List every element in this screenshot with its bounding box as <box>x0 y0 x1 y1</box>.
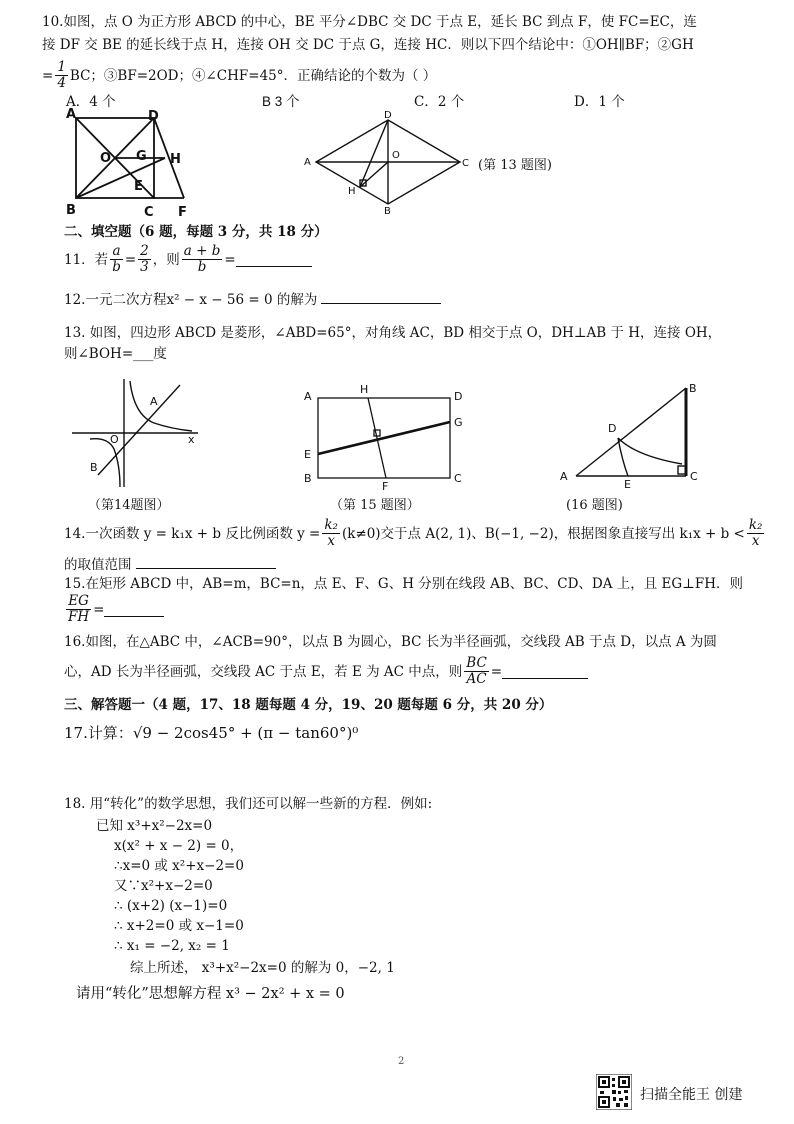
q11-f1-num: a <box>112 243 121 259</box>
q18-step-7: ∴ x₁ = −2, x₂ = 1 <box>114 938 230 954</box>
q16-post: = <box>490 663 503 680</box>
fig15-label-f: F <box>382 480 389 492</box>
q18-step-5: ∴ (x+2) (x−1)=0 <box>114 898 228 914</box>
q11-f2-den: 3 <box>140 259 149 275</box>
q10-option-d: D．1 个 <box>574 94 625 110</box>
q10-option-b: B 3 个 <box>262 94 300 109</box>
fig14-caption: （第14题图） <box>88 498 170 513</box>
q10-frac-num: 1 <box>57 59 66 75</box>
fig15-label-g: G <box>454 416 463 429</box>
section3-title: 三、解答题一（4 题，17、18 题每题 4 分，19、20 题每题 6 分，共 20 分） <box>64 697 553 713</box>
fig14-label-x: x <box>188 433 195 446</box>
q13-line2: 则∠BOH=___度 <box>64 346 167 362</box>
fig16-label-e: E <box>624 478 631 491</box>
q14-pre: 14.一次函数 y = k₁x + b 反比例函数 y = <box>64 525 321 542</box>
fig10-label-h: H <box>170 152 181 167</box>
q15-answer-blank[interactable] <box>104 602 164 617</box>
q14-line2 <box>64 554 276 575</box>
q16-f-den: AC <box>466 671 487 687</box>
q18-step-8: 综上所述， x³+x²−2x=0 的解为 0，−2, 1 <box>130 960 395 976</box>
fig10-label-a: A <box>66 108 77 122</box>
figure-q13 <box>300 110 480 214</box>
q14-f-den: x <box>327 533 335 549</box>
q14-f-num: k₂ <box>324 517 338 533</box>
q18-step-1: 已知 x³+x²−2x=0 <box>96 818 213 834</box>
q17: 17.计算：√9 − 2cos45° + (π − tan60°)⁰ <box>64 724 359 742</box>
section2-title: 二、填空题（6 题，每题 3 分，共 18 分） <box>64 224 328 240</box>
q13-line1: 13. 如图，四边形 ABCD 是菱形，∠ABD=65°，对角线 AC，BD 相交于点 O，DH⊥AB 于 H，连接 OH， <box>64 325 722 341</box>
fig15-label-a: A <box>304 390 312 403</box>
page-number: 2 <box>398 1056 405 1067</box>
q18-step-3: ∴x=0 或 x²+x−2=0 <box>114 858 244 874</box>
q15-post: = <box>93 601 105 618</box>
q14-f2-num: k₂ <box>748 517 763 533</box>
qr-code-icon <box>596 1074 632 1110</box>
q10-line3 <box>42 60 436 91</box>
q11 <box>64 244 312 275</box>
q10-line2: 接 DF 交 BE 的延长线于点 H，连接 OH 交 DC 于点 G，连接 HC．则以下四个结论中：①OH∥BF；②GH <box>42 37 694 53</box>
q18-task: 请用“转化”思想解方程 x³ − 2x² + x = 0 <box>76 986 345 1002</box>
q14-answer-blank[interactable] <box>136 554 276 569</box>
q10-option-c: C．2 个 <box>414 94 465 110</box>
fig15-label-d: D <box>454 390 463 403</box>
fig13-label-o: O <box>392 150 400 161</box>
fig14-label-b: B <box>90 461 98 474</box>
fig10-label-g: G <box>136 149 147 164</box>
q16-answer-blank[interactable] <box>502 664 588 679</box>
q15-line2 <box>64 594 164 625</box>
fig15-label-e: E <box>304 448 311 461</box>
fig14-label-o: O <box>110 433 119 446</box>
q11-f3-den: b <box>197 259 207 275</box>
q11-mid: ，则 <box>152 251 180 268</box>
fig10-label-b: B <box>66 203 76 218</box>
q11-f1-den: b <box>112 259 121 275</box>
fig13-label-c: C <box>462 158 469 169</box>
q12-text: 12.一元二次方程x² − x − 56 = 0 的解为 <box>64 292 318 308</box>
q11-answer-blank[interactable] <box>236 252 312 267</box>
q11-eq: = <box>124 251 137 268</box>
q18-step-4: 又∵x²+x−2=0 <box>114 878 213 894</box>
q10-line3-text: BC；③BF=2OD；④∠CHF=45°．正确结论的个数为（ ） <box>69 67 437 84</box>
q10-frac-den: 4 <box>57 75 66 91</box>
q11-pre: 11．若 <box>64 251 109 268</box>
fig15-caption: （第 15 题图） <box>330 498 420 513</box>
q11-f2-num: 2 <box>140 243 149 259</box>
q11-f3-num: a + b <box>183 243 221 259</box>
fig13-caption: (第 13 题图) <box>478 158 552 173</box>
q15-line1: 15.在矩形 ABCD 中，AB=m，BC=n，点 E、F、G、H 分别在线段 AB、BC、CD、DA 上，且 EG⊥FH．则 <box>64 576 744 592</box>
footer-brand: 扫描全能王 创建 <box>640 1087 743 1103</box>
q10-option-a: A．4 个 <box>66 94 116 110</box>
q16-line1: 16.如图，在△ABC 中，∠ACB=90°，以点 B 为圆心，BC 长为半径画弧，交线段 AB 于点 D，以点 A 为圆 <box>64 634 717 650</box>
q14-line1 <box>64 518 766 549</box>
fig16-caption: (16 题图) <box>566 498 623 513</box>
q15-f-den: FH <box>68 609 90 625</box>
fig15-label-h: H <box>360 383 369 396</box>
fig13-label-b: B <box>384 206 391 214</box>
q10-line1: 10.如图，点 O 为正方形 ABCD 的中心，BE 平分∠DBC 交 DC 于点 E，延长 BC 到点 F，使 FC=EC，连 <box>42 14 697 30</box>
fig16-label-c: C <box>690 470 698 483</box>
q18-step-6: ∴ x+2=0 或 x−1=0 <box>114 918 244 934</box>
figure-q14 <box>68 375 218 495</box>
q10-eq: = <box>42 67 54 84</box>
fig13-label-d: D <box>384 110 392 121</box>
fig10-label-f: F <box>178 205 187 220</box>
q12 <box>64 289 441 310</box>
q14-line2-text: 的取值范围 <box>64 557 132 573</box>
q11-post: = <box>224 251 236 268</box>
fig13-label-a: A <box>304 157 311 168</box>
figure-q10 <box>60 108 210 220</box>
fig10-label-c: C <box>144 205 154 220</box>
q10-fraction <box>55 60 68 91</box>
q16-line2 <box>64 656 588 687</box>
fig10-label-d: D <box>148 109 159 124</box>
fig14-label-a: A <box>150 395 158 408</box>
q18-step-2: x(x² + x − 2) = 0， <box>114 838 244 854</box>
fig13-label-h: H <box>348 186 356 197</box>
q18-intro: 18. 用“转化”的数学思想，我们还可以解一些新的方程．例如: <box>64 796 433 812</box>
fig15-label-b: B <box>304 472 312 485</box>
fig10-label-e: E <box>134 179 143 194</box>
q16-f-num: BC <box>466 655 487 671</box>
q15-f-num: EG <box>68 593 89 609</box>
q14-mid: (k≠0)交于点 A(2, 1)、B(−1, −2)，根据图象直接写出 k₁x + b < <box>341 525 745 542</box>
figure-q16 <box>556 380 706 492</box>
fig15-label-c: C <box>454 472 462 485</box>
fig16-label-a: A <box>560 470 568 483</box>
figure-q15 <box>298 382 468 492</box>
fig16-label-b: B <box>689 382 697 395</box>
fig16-label-d: D <box>608 422 617 435</box>
q16-line2-text: 心，AD 长为半径画弧，交线段 AC 于点 E，若 E 为 AC 中点，则 <box>64 663 463 680</box>
q12-answer-blank[interactable] <box>321 289 441 304</box>
q14-f2-den: x <box>751 533 760 549</box>
fig10-label-o: O <box>100 151 112 166</box>
